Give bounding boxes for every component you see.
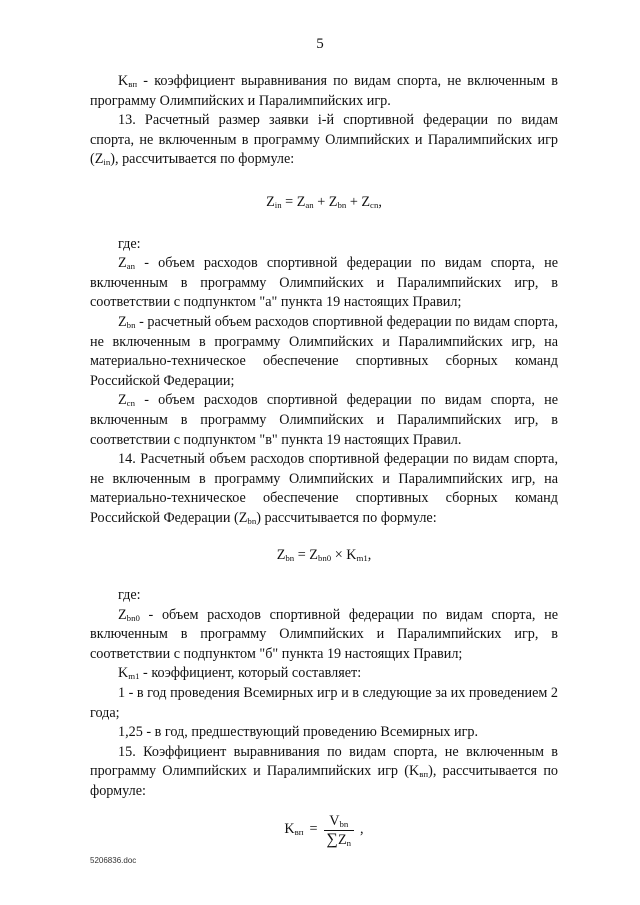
formula-zbn: $Z_{bn} = Z_{bn0} \times K_{m1}$,	[276, 547, 372, 564]
file-name-footer: 5206836.doc	[90, 856, 137, 865]
formula-kvn: $K_{вп}$ = $\frac{V_{bn}}{\sum Z_n}$ ,	[284, 812, 364, 848]
paragraph-zbn0-definition: $Z_{bn0}$ - объем расходов спортивной федерации по видам спорта, не включенным в программу Олимпийских и Паралимпийских игр, в соответствии с подпунктом "б" пункта 19 настоящих Правил;	[90, 606, 559, 662]
paragraph-zcn-definition: $Z_{cn}$ - объем расходов спортивной федерации по видам спорта, не включенным в программу Олимпийских и Паралимпийских игр, в соответствии с подпунктом "в" пункта 19 настоящих Правил.	[90, 392, 558, 448]
fraction-denominator: $\sum Z_n$	[324, 830, 354, 849]
paragraph-kvn-definition: $K_{вп}$ - коэффициент выравнивания по видам спорта, не включенным в программу Олимпийских и Паралимпийских игр.	[90, 73, 558, 109]
formula-kvn-fraction	[324, 812, 354, 849]
paragraph-km1-definition: $K_{m1}$ - коэффициент, который составляет:	[118, 665, 362, 682]
fraction-numerator: $V_{bn}$	[329, 812, 349, 829]
paragraph-13: 13. Расчетный размер заявки i-й спортивной федерации по видам спорта, не включенным в программу Олимпийских и Паралимпийских игр $(Z_{in})$, рассчитывается по формуле:	[90, 112, 558, 168]
paragraph-14: 14. Расчетный объем расходов спортивной федерации по видам спорта, не включенным в программу Олимпийских и Паралимпийских игр, на материально-техническое обеспечение спортивных сборных команд Российской Федерации $(Z_{bn})$ рассчитывается по формуле:	[90, 451, 558, 527]
paragraph-coef-1: 1 - в год проведения Всемирных игр и в следующие за их проведением 2 года;	[90, 685, 559, 721]
formula-kvn-equals: =	[309, 821, 318, 838]
where-label-2: где:	[118, 587, 141, 604]
where-label-1: где:	[118, 235, 141, 252]
page-number: 5	[316, 36, 324, 52]
paragraph-zan-definition: $Z_{an}$ - объем расходов спортивной федерации по видам спорта, не включенным в программу Олимпийских и Паралимпийских игр, в соответствии с подпунктом "а" пункта 19 настоящих Правил;	[90, 255, 558, 311]
formula-zin: $Z_{in} = Z_{an} + Z_{bn} + Z_{cn}$,	[266, 193, 382, 211]
paragraph-coef-125: 1,25 - в год, предшествующий проведению Всемирных игр.	[118, 724, 479, 741]
sum-symbol: ∑	[326, 830, 338, 848]
paragraph-15: 15. Коэффициент выравнивания по видам спорта, не включенным в программу Олимпийских и Паралимпийских игр $(K_{вп})$, рассчитывается по формуле:	[90, 743, 559, 799]
document-body	[90, 72, 558, 849]
paragraph-zbn-definition: $Z_{bn}$ - расчетный объем расходов спортивной федерации по видам спорта, не включенным в программу Олимпийских и Паралимпийских игр, на материально-техническое обеспечение спортивных сборных команд Российской Федерации;	[90, 313, 558, 389]
formula-kvn-lhs: $K_{вп}$	[284, 821, 304, 838]
